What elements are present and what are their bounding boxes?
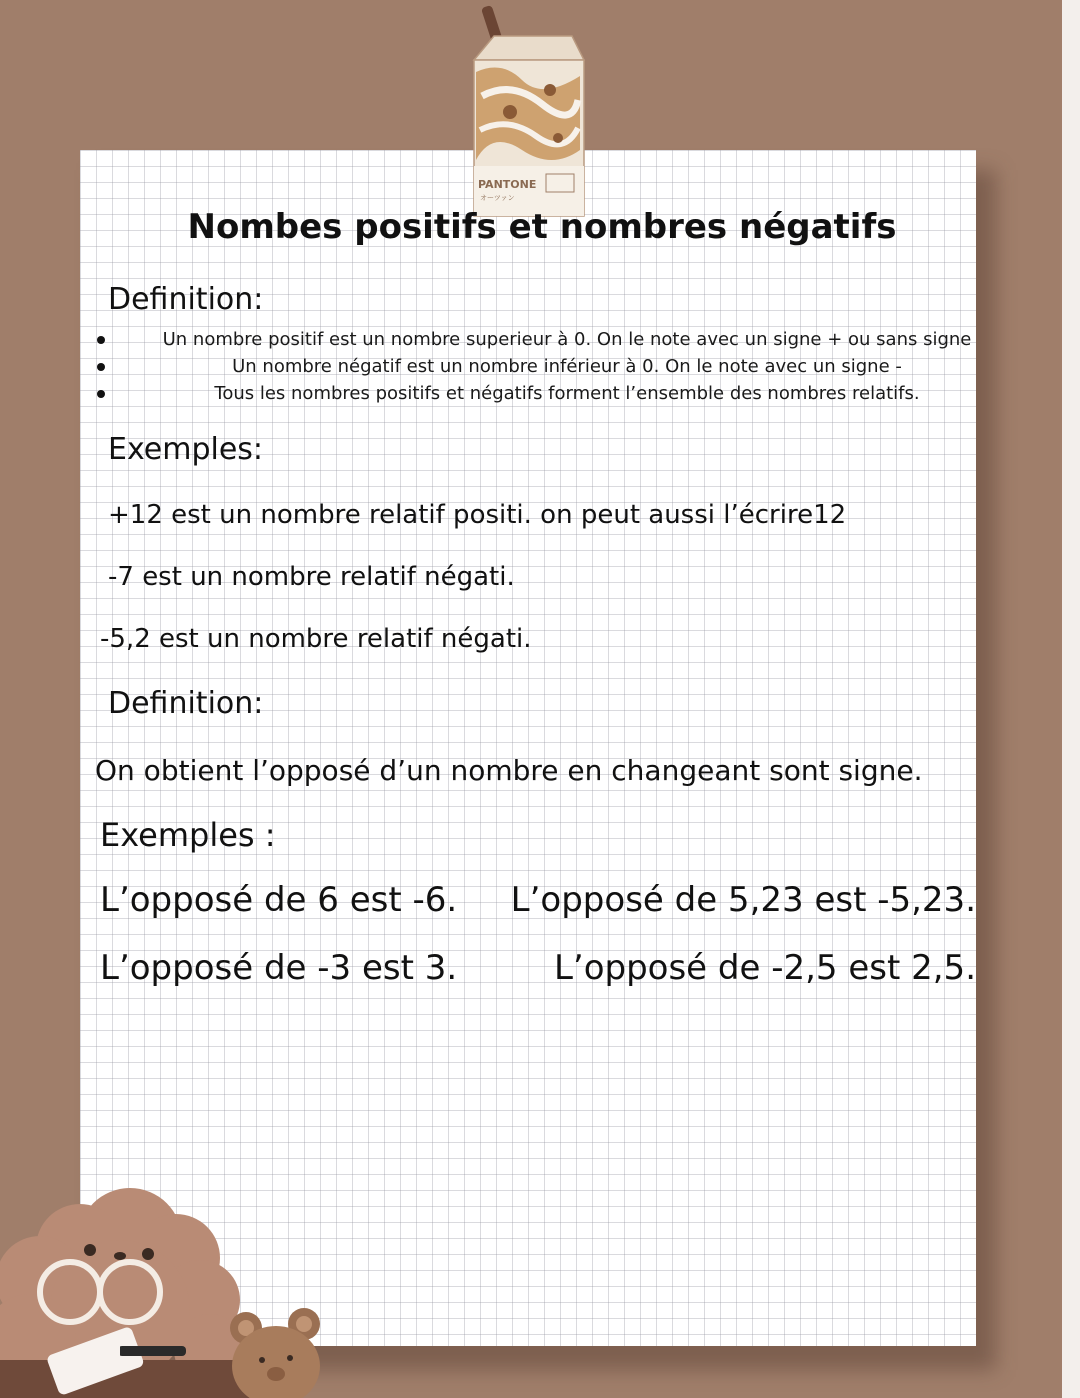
opposite-example: L’opposé de -2,5 est 2,5. (553, 948, 976, 988)
definition-heading-1: Definition: (108, 282, 264, 317)
eye-icon (142, 1248, 154, 1260)
eye-icon (84, 1244, 96, 1256)
sticker-subtext: オーツァン (480, 194, 515, 202)
page-title: Nombes positifs et nombres négatifs (187, 207, 897, 247)
bullet-dot-icon (97, 390, 105, 398)
bullet-item (92, 353, 992, 380)
bullet-text: Un nombre positif est un nombre superieur à 0. On le note avec un signe + ou sans signe (162, 329, 972, 350)
bullet-dot-icon (97, 363, 105, 371)
bullet-text: Tous les nombres positifs et négatifs forment l’ensemble des nombres relatifs. (214, 383, 920, 404)
example-item: -7 est un nombre relatif négati. (108, 562, 515, 592)
pencil (118, 1346, 186, 1356)
example-item: -5,2 est un nombre relatif négati. (100, 624, 532, 654)
eye-icon (287, 1355, 293, 1361)
right-edge-strip (1062, 0, 1080, 1398)
bullet-item (92, 326, 992, 353)
bullet-dot-icon (97, 336, 105, 344)
opposite-definition-text: On obtient l’opposé d’un nombre en changeant sont signe. (95, 754, 923, 787)
nose-icon (114, 1252, 126, 1260)
opposite-example: L’opposé de -3 est 3. (100, 948, 458, 988)
examples-heading-2: Exemples : (100, 816, 276, 854)
opposite-example: L’opposé de 5,23 est -5,23. (510, 880, 976, 920)
example-item: +12 est un nombre relatif positi. on peut aussi l’écrire12 (108, 500, 847, 530)
eye-icon (259, 1357, 265, 1363)
bullet-item (92, 380, 992, 407)
definition-bullet-list (92, 326, 992, 407)
bullet-text: Un nombre négatif est un nombre inférieur à 0. On le note avec un signe - (232, 356, 902, 377)
examples-heading-1: Exemples: (108, 432, 264, 467)
opposite-example: L’opposé de 6 est -6. (100, 880, 458, 920)
definition-heading-2: Definition: (108, 686, 264, 721)
teddy-bear-illustration (226, 1310, 326, 1398)
milk-carton-sticker (462, 0, 592, 220)
sticker-brand: PANTONE (478, 178, 537, 191)
